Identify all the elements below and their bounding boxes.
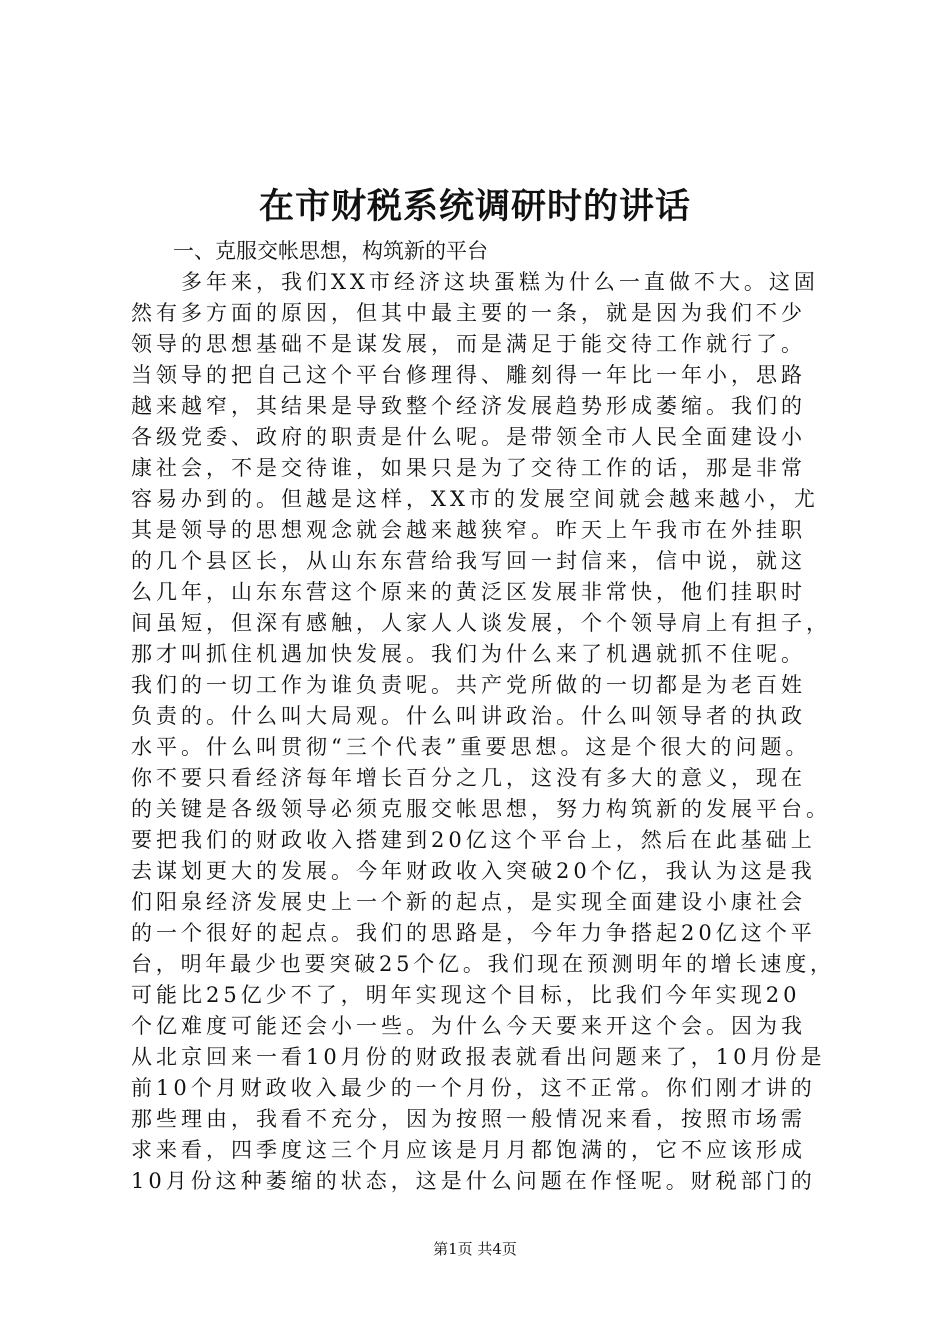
body-line: 那才叫抓住机遇加快发展。我们为什么来了机遇就抓不住呢。 xyxy=(131,642,806,666)
body-line: 各级党委、政府的职责是什么呢。是带领全市人民全面建设小 xyxy=(131,425,806,449)
document-title: 在市财税系统调研时的讲话 xyxy=(258,186,691,227)
body-line: 10月份这种萎缩的状态，这是什么问题在作怪呢。财税部门的 xyxy=(131,1169,816,1193)
body-line: 求来看，四季度这三个月应该是月月都饱满的，它不应该形成 xyxy=(131,1138,806,1162)
body-line: 去谋划更大的发展。今年财政收入突破20个亿，我认为这是我 xyxy=(131,859,816,883)
body-line: 那些理由，我看不充分，因为按照一般情况来看，按照市场需 xyxy=(131,1107,806,1131)
body-line: 水平。什么叫贯彻“三个代表”重要思想。这是个很大的问题。 xyxy=(131,735,811,759)
body-line: 的几个县区长，从山东东营给我写回一封信来，信中说，就这 xyxy=(131,549,806,573)
body-line: 容易办到的。但越是这样，XX市的发展空间就会越来越小，尤 xyxy=(131,487,819,511)
body-line: 多年来，我们XX市经济这块蛋糕为什么一直做不大。这固 xyxy=(181,270,819,294)
body-line: 其是领导的思想观念就会越来越狭窄。昨天上午我市在外挂职 xyxy=(131,518,806,542)
body-line: 的关键是各级领导必须克服交帐思想，努力构筑新的发展平台。 xyxy=(131,797,831,821)
body-line: 么几年，山东东营这个原来的黄泛区发展非常快，他们挂职时 xyxy=(131,580,806,604)
body-line: 越来越窄，其结果是导致整个经济发展趋势形成萎缩。我们的 xyxy=(131,394,806,418)
body-line: 前10个月财政收入最少的一个月份，这不正常。你们刚才讲的 xyxy=(131,1076,816,1100)
body-line: 当领导的把自己这个平台修理得、雕刻得一年比一年小，思路 xyxy=(131,363,806,387)
body-line: 们阳泉经济发展史上一个新的起点，是实现全面建设小康社会 xyxy=(131,890,806,914)
body-line: 然有多方面的原因，但其中最主要的一条，就是因为我们不少 xyxy=(131,301,806,325)
body-line: 间虽短，但深有感触，人家人人谈发展，个个领导肩上有担子， xyxy=(131,611,831,635)
body-line: 台，明年最少也要突破25个亿。我们现在预测明年的增长速度， xyxy=(131,952,835,976)
body-line: 从北京回来一看10月份的财政报表就看出问题来了，10月份是 xyxy=(131,1045,826,1069)
body-line: 领导的思想基础不是谋发展，而是满足于能交待工作就行了。 xyxy=(131,332,806,356)
body-line: 要把我们的财政收入搭建到20亿这个平台上，然后在此基础上 xyxy=(131,828,816,852)
section-heading: 一、克服交帐思想，构筑新的平台 xyxy=(173,239,488,263)
page-footer: 第1页 共4页 xyxy=(433,1240,517,1258)
body-line: 可能比25亿少不了，明年实现这个目标，比我们今年实现20 xyxy=(131,983,801,1007)
body-line: 负责的。什么叫大局观。什么叫讲政治。什么叫领导者的执政 xyxy=(131,704,806,728)
body-line: 康社会，不是交待谁，如果只是为了交待工作的话，那是非常 xyxy=(131,456,806,480)
body-line: 的一个很好的起点。我们的思路是，今年力争搭起20亿这个平 xyxy=(131,921,816,945)
body-line: 你不要只看经济每年增长百分之几，这没有多大的意义，现在 xyxy=(131,766,806,790)
body-line: 我们的一切工作为谁负责呢。共产党所做的一切都是为老百姓 xyxy=(131,673,806,697)
body-line: 个亿难度可能还会小一些。为什么今天要来开这个会。因为我 xyxy=(131,1014,806,1038)
